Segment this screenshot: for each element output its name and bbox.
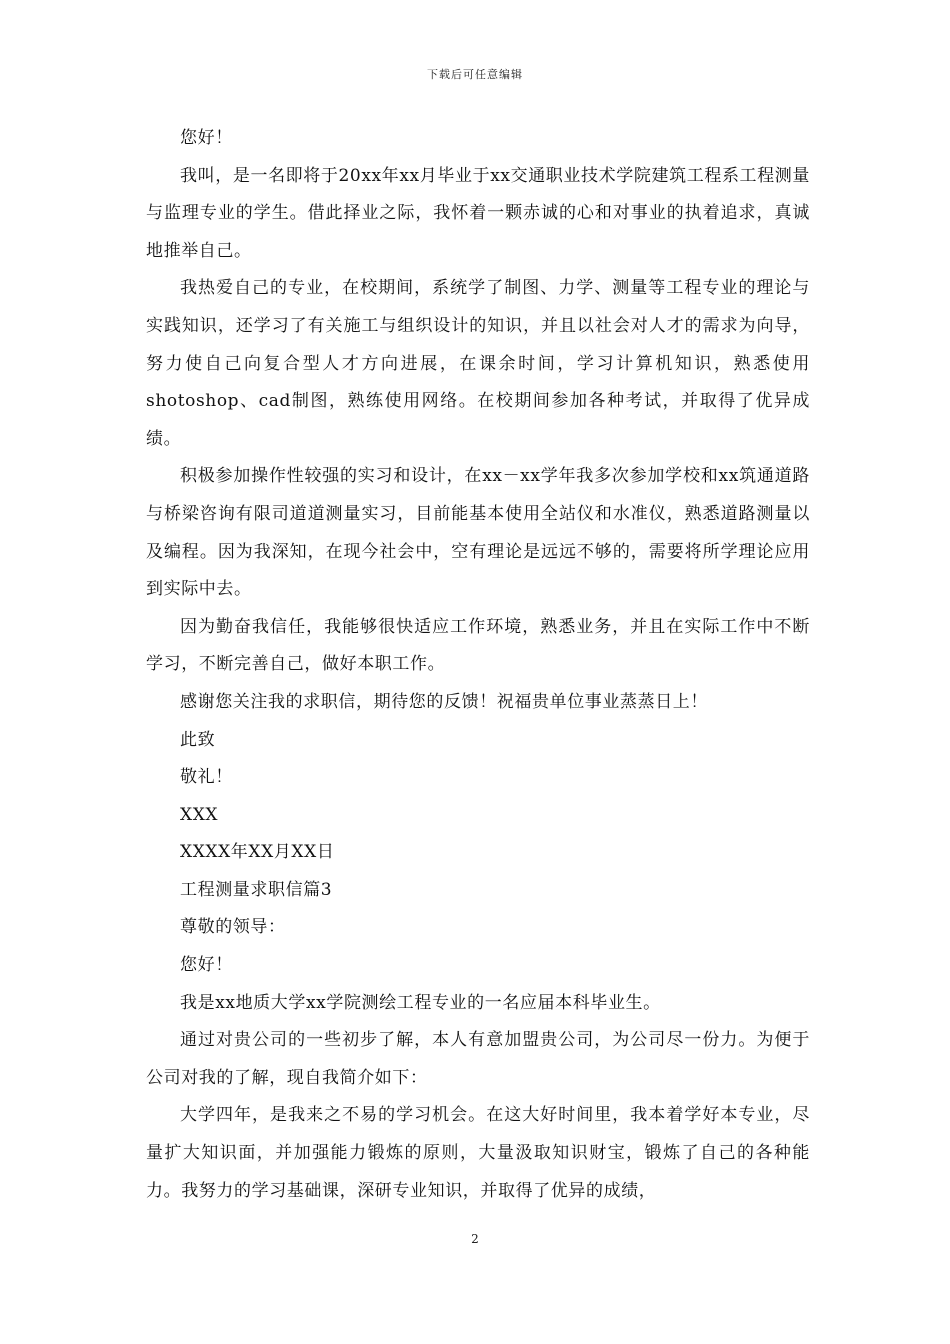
salutation: 尊敬的领导： xyxy=(180,917,286,938)
paragraph: 我是xx地质大学xx学院测绘工程专业的一名应届本科毕业生。 xyxy=(180,992,661,1013)
paragraph: 通过对贵公司的一些初步了解，本人有意加盟贵公司，为公司尽一份力。为便于公司对我的了解，现自我简介如下： xyxy=(146,1030,810,1088)
signature-date: XXXX年XX月XX日 xyxy=(180,842,335,863)
paragraph: 您好！ xyxy=(180,128,233,148)
paragraph: 感谢您关注我的求职信，期待您的反馈！祝福贵单位事业蒸蒸日上！ xyxy=(180,691,708,712)
closing-line: 此致 xyxy=(180,729,216,750)
section-title: 工程测量求职信篇3 xyxy=(180,879,333,900)
paragraph: 我热爱自己的专业，在校期间，系统学了制图、力学、测量等工程专业的理论与实践知识，还学习了有关施工与组织设计的知识，并且以社会对人才的需求为向导，努力使自己向复合型人才方向进展，在课余时间，学习计算机知识，熟悉使用shotoshop、cad制图，熟练使用网络。在校期间参加各种考试，并取得了优异成绩。 xyxy=(146,278,810,449)
closing-line: 敬礼！ xyxy=(180,767,233,788)
page-header: 下载后可任意编辑 xyxy=(427,68,523,81)
page-number: 2 xyxy=(471,1232,479,1246)
paragraph: 积极参加操作性较强的实习和设计，在xx－xx学年我多次参加学校和xx筑通道路与桥梁咨询有限司道道测量实习，目前能基本使用全站仪和水准仪，熟悉道路测量以及编程。因为我深知，在现今社会中，空有理论是远远不够的，需要将所学理论应用到实际中去。 xyxy=(146,466,810,600)
paragraph: 我叫，是一名即将于20xx年xx月毕业于xx交通职业技术学院建筑工程系工程测量与监理专业的学生。借此择业之际，我怀着一颗赤诚的心和对事业的执着追求，真诚地推举自己。 xyxy=(146,165,810,261)
paragraph: 大学四年，是我来之不易的学习机会。在这大好时间里，我本着学好本专业，尽量扩大知识面，并加强能力锻炼的原则，大量汲取知识财宝，锻炼了自己的各种能力。我努力的学习基础课，深研专业知识，并取得了优异的成绩， xyxy=(146,1105,810,1201)
paragraph: 因为勤奋我信任，我能够很快适应工作环境，熟悉业务，并且在实际工作中不断学习，不断完善自己，做好本职工作。 xyxy=(146,616,810,675)
greeting: 您好！ xyxy=(180,955,233,976)
signature-name: XXX xyxy=(180,804,219,825)
document-body xyxy=(146,120,810,1210)
